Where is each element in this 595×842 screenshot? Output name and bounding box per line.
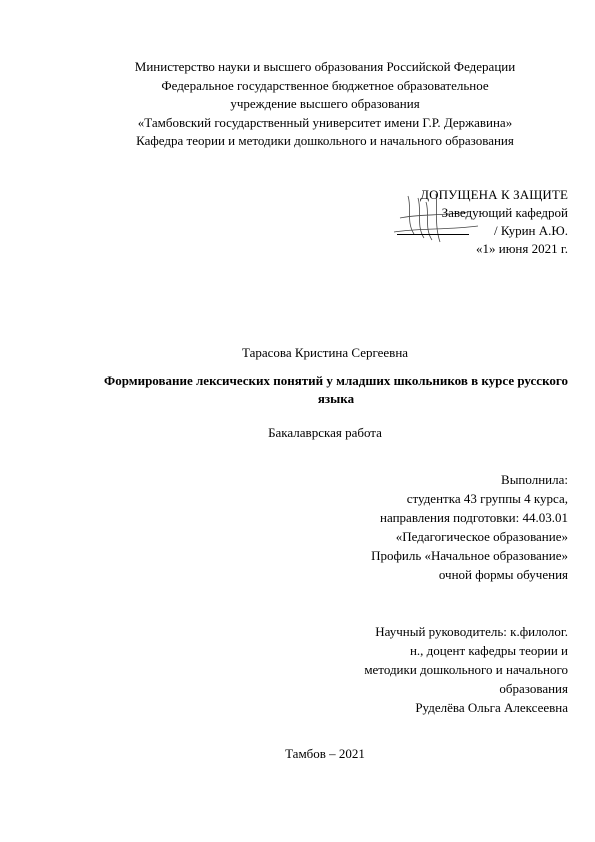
city-year: Тамбов – 2021 <box>285 746 365 761</box>
header-line-institution-type: учреждение высшего образования <box>230 96 420 111</box>
approval-title: ДОПУЩЕНА К ЗАЩИТЕ <box>420 187 568 202</box>
performer-line: студентка 43 группы 4 курса, <box>406 491 568 506</box>
header-line-ministry: Министерство науки и высшего образования Российской Федерации <box>134 59 516 74</box>
header-line-university: «Тамбовский государственный университет имени Г.Р. Державина» <box>137 114 513 130</box>
supervisor-line: н., доцент кафедры теории и <box>409 643 568 658</box>
student-name: Тарасова Кристина Сергеевна <box>241 345 409 360</box>
performer-line: очной формы обучения <box>438 567 568 582</box>
performer-line: Профиль «Начальное образование» <box>371 548 568 563</box>
supervisor-line: Научный руководитель: к.филолог. <box>375 624 568 639</box>
performer-line: направления подготовки: 44.03.01 <box>380 510 568 525</box>
supervisor-block <box>300 622 568 717</box>
supervisor-line: методики дошкольного и начального <box>364 662 568 677</box>
supervisor-line: Руделёва Ольга Алексеевна <box>415 700 568 715</box>
approval-signature: / Курин А.Ю. <box>494 223 568 238</box>
performer-line: Выполнила: <box>501 472 568 487</box>
thesis-title: Формирование лексических понятий у младших школьников в курсе русского языка <box>104 373 568 406</box>
header-line-department: Кафедра теории и методики дошкольного и начального образования <box>136 133 514 148</box>
supervisor-line: образования <box>499 681 568 696</box>
header-line-federal: Федеральное государственное бюджетное образовательное <box>161 77 489 93</box>
approval-date: «1» июня 2021 г. <box>476 241 568 256</box>
approval-position: Заведующий кафедрой <box>441 205 568 220</box>
performer-block <box>300 470 568 584</box>
institution-header <box>80 58 570 151</box>
work-type: Бакалаврская работа <box>268 425 382 440</box>
approval-block <box>340 186 568 258</box>
performer-line: «Педагогическое образование» <box>395 529 568 544</box>
